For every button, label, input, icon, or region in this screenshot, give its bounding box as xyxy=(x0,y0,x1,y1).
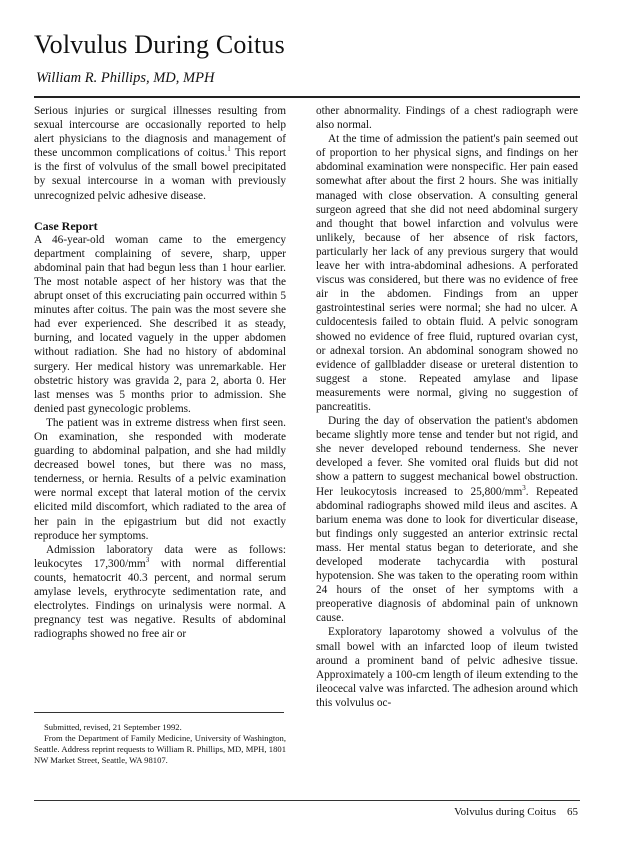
body-paragraph: The patient was in extreme distress when first seen. On examination, she responded with moderate guarding to abdominal palpation, and she had mildly decreased bowel tones, but there was no mass, tenderness, or hernia. Results of a pelvic examination were normal except that lateral motion of the cervix elicited mild discomfort, which radiated to the area of her pain in the epigastrium but did not exactly reproduce her symptoms. xyxy=(34,416,286,542)
running-title: Volvulus during Coitus xyxy=(454,806,556,818)
footnotes xyxy=(34,722,286,766)
page-number: 65 xyxy=(567,806,578,818)
left-column xyxy=(34,104,286,641)
running-footer xyxy=(454,806,578,818)
body-paragraph: During the day of observation the patient's abdomen became slightly more tense and tender but not rigid, and she never developed rebound tenderness. She never developed a fever. She vomited oral fluids but did not show a pattern to suggest mechanical bowel obstruction. Her leukocytosis increased to $25,800/mm^3$. Repeated abdominal radiographs showed mild ileus and ascites. A barium enema was done to look for diverticular disease, but findings only suggested an anterior extrinsic rectal mass. Her mental status began to deteriorate, and she developed moderate tachycardia with postural hypotension. She was taken to the operating room within 24 hours of the onset of her symptoms with a preoperative diagnosis of abdominal pain of unknown cause. xyxy=(316,415,578,625)
footer-rule xyxy=(34,800,580,801)
body-paragraph: other abnormality. Findings of a chest radiograph were also normal. xyxy=(316,105,578,132)
author-byline: William R. Phillips, MD, MPH xyxy=(36,70,215,86)
article-title: Volvulus During Coitus xyxy=(34,30,285,59)
footnote-affiliation: From the Department of Family Medicine, University of Washington, Seattle. Address reprint requests to William R. Phillips, MD, MPH, 1801 NW Market Street, Seattle, WA 98107. xyxy=(34,733,286,765)
footnote-rule xyxy=(34,712,284,713)
section-heading-case-report: Case Report xyxy=(34,218,98,233)
body-paragraph: A 46-year-old woman came to the emergency department complaining of severe, sharp, upper abdominal pain that had begun less than 1 hour earlier. The most notable aspect of her history was that the abrupt onset of this excruciating pain occurred within 5 minutes after coitus. The pain was the most severe she had ever experienced. She described it as steady, burning, and located vaguely in the upper abdomen without radiation. She had no history of abdominal surgery. Her medical history was unremarkable. Her obstetric history was gravida 2, para 2, aborta 0. Her last menses was 5 months prior to admission. She denied past gynecologic problems. xyxy=(34,233,286,415)
body-paragraph: Admission laboratory data were as follows: leukocytes $17,300/mm^3$ with normal differential counts, hematocrit 40.3 percent, and normal serum amylase levels, erythrocyte sedimentation rate, and electrolytes. Findings on urinalysis were normal. A pregnancy test was negative. Results of abdominal radiographs showed no free air or xyxy=(34,543,287,641)
intro-paragraph: Serious injuries or surgical illnesses resulting from sexual intercourse are occasionally reported to help alert physicians to the diagnosis and management of these uncommon complications of coitus.$^1$ This report is the first of volvulus of the small bowel precipitated by sexual intercourse in a woman with previously unrecognized pelvic adhesive disease. xyxy=(34,105,286,202)
body-paragraph: At the time of admission the patient's pain seemed out of proportion to her physical signs, and findings on her abdominal examination were nonspecific. Her pain eased somewhat after about the first 2 hours. She was initially managed with close observation. A consulting general surgeon agreed that she did not need abdominal surgery and thought that bowel infarction and volvulus were unlikely, because of her absence of risk factors, particularly her lack of any previous surgery that would leave her with intra-abdominal adhesions. A perforated viscus was considered, but there was no evidence of free air in the abdomen. Findings from an upper gastrointestinal series were normal; she had no ulcer. A culdocentesis failed to obtain fluid. A pelvic sonogram showed no evidence of free fluid, ruptured ovarian cyst, or adnexal torsion. An abdominal sonogram showed no evidence of gallbladder disease or ureteral distention to suggest a stone. Repeated amylase and lipase measurements were normal, giving no suggestion of pancreatitis. xyxy=(316,133,578,413)
footnote-submitted: Submitted, revised, 21 September 1992. xyxy=(44,722,182,732)
reference-1: 1 xyxy=(227,145,231,154)
header-rule xyxy=(34,96,580,98)
right-column xyxy=(316,104,578,710)
body-paragraph: Exploratory laparotomy showed a volvulus of the small bowel with an infarcted loop of ileum twisted around a prominent band of pelvic adhesive tissue. Approximately a 100-cm length of ileum extending to the ileocecal valve was infarcted. The adhesion around which this volvulus oc- xyxy=(316,626,578,709)
